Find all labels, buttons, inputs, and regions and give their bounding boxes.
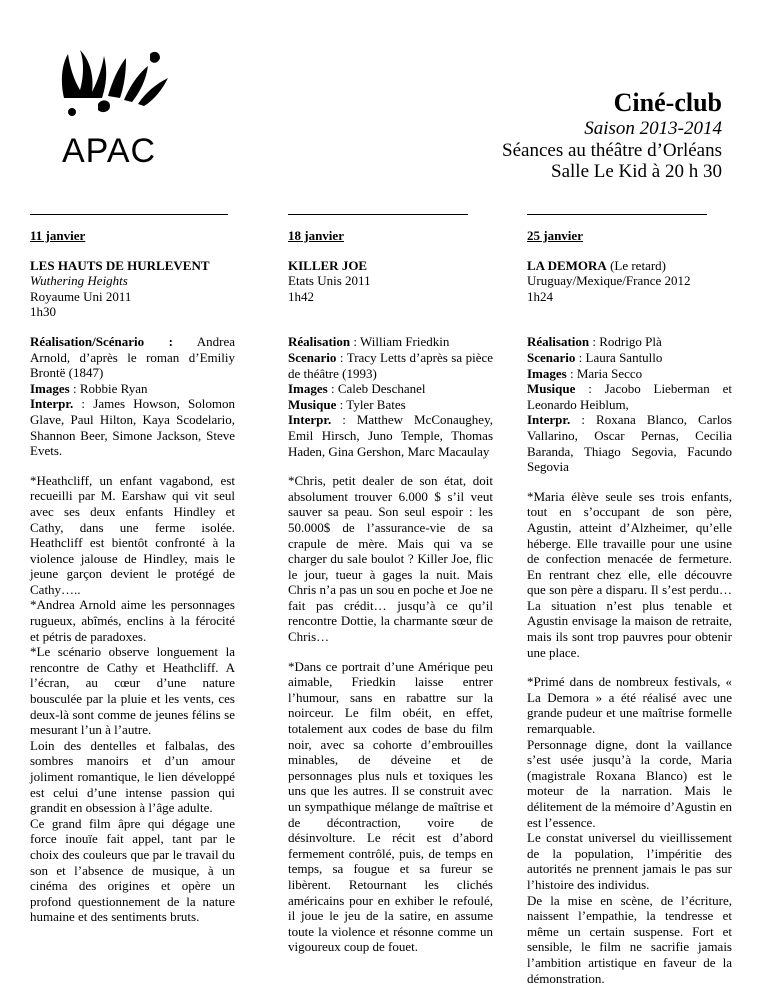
film-synopsis [527,489,732,661]
separator-rule-2 [288,214,468,215]
logo-text: APAC [62,132,157,170]
separator-rule-3 [527,214,707,215]
paragraph: De la mise en scène, de l’écriture, naissent l’empathie, la tendresse et même un certain suspense. Fort et sensible, le film ne sacrifie jamais l’ambition artistique en faveur de la démonstration. [527,892,732,986]
film-column-3 [527,228,732,986]
credit-line: Musique : Tyler Bates [288,396,406,412]
credit-line: Interpr. : Roxana Blanco, Carlos Vallarino, Oscar Pernas, Cecilia Baranda, Thiago Segovia, Facundo Segovia [527,412,732,475]
screening-date: 18 janvier [288,228,344,243]
apac-logo [58,46,178,176]
credit-line: Interpr. : James Howson, Solomon Glave, Paul Hilton, Kaya Scodelario, Shannon Beer, Simone Jackson, Steve Evets. [30,396,235,459]
room-label: Salle Le Kid à 20 h 30 [551,161,722,182]
film-country-year: Etats Unis 2011 [288,273,371,289]
screening-date: 11 janvier [30,228,86,243]
logo-brush-mark-icon [58,46,178,136]
film-synopsis [288,473,493,645]
season-label: Saison 2013-2014 [584,118,722,139]
credit-line: Réalisation : Rodrigo Plà [527,334,662,350]
film-column-2 [288,228,493,955]
paragraph: Loin des dentelles et falbalas, des sombres manoirs et d’un amour joliment romantique, le lien développé est celui d’une intense passion qui grandit en obsession à l’âge adulte. [30,737,235,816]
film-title: KILLER JOE [288,257,368,273]
film-review [527,674,732,986]
credit-line: Interpr. : Matthew McConaughey, Emil Hirsch, Juno Temple, Thomas Haden, Gina Gershon, Marc Macaulay [288,412,493,459]
film-credits [30,334,235,459]
paragraph: *Andrea Arnold aime les personnages rugueux, abîmés, enclins à la férocité et pétris de paradoxes. [30,597,235,644]
paragraph: *Dans ce portrait d’une Amérique peu aimable, Friedkin laisse entrer l’humour, sans en rabattre sur la noirceur. Le film obéit, en effet, totalement aux codes de base du film noir, avec sa cohorte d’embrouilles minables, de déveine et de personnages plus nuls et toxiques les uns que les autres. Il se construit avec un sympathique mélange de maîtrise et de décontraction, voire de désinvolture. Le récit est d’abord fermement contrôlé, puis, de temps en temps, sa fougue et sa fureur se libèrent. Retournant les clichés américains pour en exhiber le refoulé, il joue le jeu de la satire, en assume toute la violence et résonne comme un vigoureux coup de fouet. [288,658,493,955]
paragraph: *Chris, petit dealer de son état, doit absolument trouver 6.000 $ s’il veut sauver sa peau. Son seul espoir : les 50.000$ de l’assurance-vie de sa crapule de mère. Mais qui va se charger du sale boulot ? Killer Joe, flic le jour, tueur à gages la nuit. Mais Chris n’a pas un sou en poche et Joe ne fait pas crédit… jusqu’à ce qu’il rencontre Dottie, la charmante sœur de Chris… [288,473,493,645]
credit-line: Scenario : Laura Santullo [527,349,663,365]
film-original-title: Wuthering Heights [30,273,128,289]
paragraph: *Le scénario observe longuement la rencontre de Cathy et Heathcliff. A l’écran, au cœur d’une nature bousculée par la pluie et les vents, ces deux-là sont comme de jeunes félins se mesurant l’un à l’autre. [30,644,235,738]
film-title: LES HAUTS DE HURLEVENT [30,257,210,273]
page-title: Ciné-club [613,88,722,117]
film-duration: 1h42 [288,288,314,304]
credit-line: Scenario : Tracy Letts d’après sa pièce de théâtre (1993) [288,349,493,381]
film-duration: 1h24 [527,288,553,304]
header [502,88,722,182]
credit-line: Réalisation : William Friedkin [288,334,450,350]
film-country-year: Royaume Uni 2011 [30,288,132,304]
separator-rule-1 [30,214,228,215]
film-review [288,659,493,955]
screening-date: 25 janvier [527,228,583,243]
credit-line: Musique : Jacobo Lieberman et Leonardo Heiblum, [527,381,732,412]
paragraph: Personnage digne, dont la vaillance s’est usée jusqu’à la corde, Maria (magistrale Roxana Blanco) est le moteur de la narration. Mais le délitement de la mémoire d’Agustin en est l’essence. [527,736,732,830]
paragraph: *Maria élève seule ses trois enfants, tout en s’occupant de son père, Agustin, atteint d’Alzheimer, qu’elle héberge. Elle travaille pour une usine de confection menacée de fermeture. En rentrant chez elle, elle découvre que son père a disparu. Il s’est perdu… La situation n’est plus tenable et Agustin envisage la maison de retraite, mais ils sont trop pauvres pour obtenir une place. [527,488,732,660]
film-column-1 [30,228,235,925]
credit-line: Images : Maria Secco [527,365,643,381]
film-credits [527,334,732,474]
film-title: LA DEMORA (Le retard) [527,257,666,273]
paragraph: *Heathcliff, un enfant vagabond, est recueilli par M. Earshaw qui vit seul avec ses deux enfants Hindley et Cathy, dans une ferme isolée. Heathcliff est bientôt confronté à la violence jalouse de Hindley, mais le jeune garçon devient le protégé de Cathy….. [30,472,235,597]
venue-label: Séances au théâtre d’Orléans [502,140,722,161]
paragraph: Le constat universel du vieillissement de la population, l’impéritie des autorités ne prennent jamais le pas sur l’histoire des individus. [527,830,732,892]
credit-line: Images : Robbie Ryan [30,380,148,396]
paragraph: *Primé dans de nombreux festivals, « La Demora » a été réalisé avec une grande pudeur et une maîtrise formelle remarquable. [527,674,732,737]
paragraph: Ce grand film âpre qui dégage une force inouïe fait appel, tant par le choix des couleurs que par le travail du son et l’absence de musique, à un cinéma des origines et opère un profond questionnement de la nature humaine et des sentiments bruts. [30,815,235,925]
credit-line: Images : Caleb Deschanel [288,381,426,397]
film-country-year: Uruguay/Mexique/France 2012 [527,273,691,289]
film-synopsis [30,473,235,925]
film-duration: 1h30 [30,304,56,320]
credit-line: Réalisation/Scénario : Andrea Arnold, d’après le roman d’Emiliy Brontë (1847) [30,333,236,381]
film-credits [288,334,493,459]
